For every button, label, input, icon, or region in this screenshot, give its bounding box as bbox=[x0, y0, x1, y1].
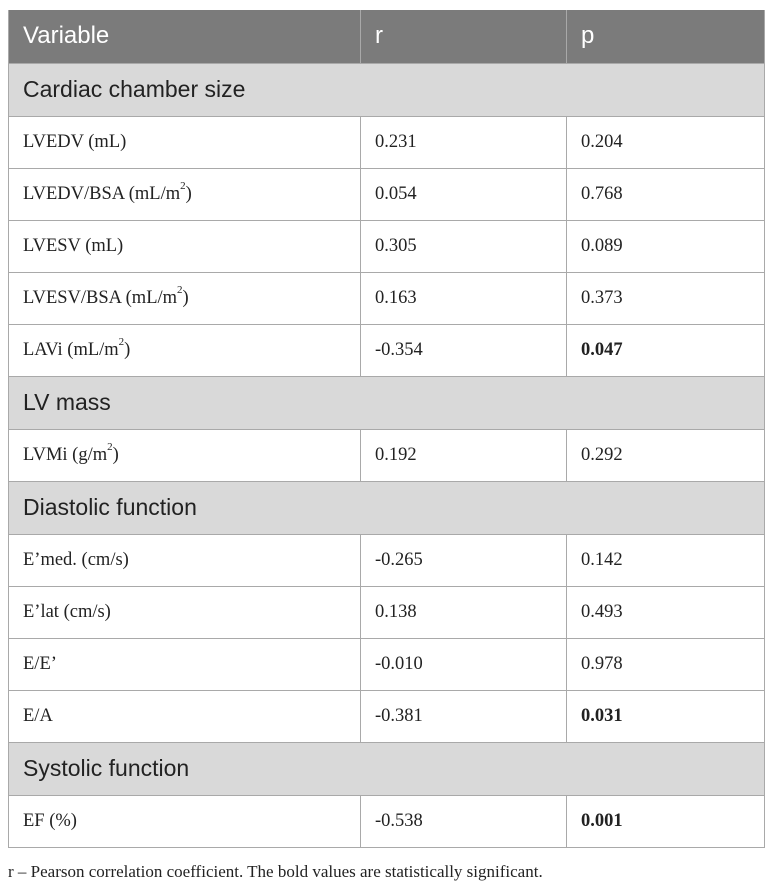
variable-label: LVESV/BSA (mL/m bbox=[23, 287, 178, 308]
variable-cell bbox=[9, 534, 361, 586]
table-body bbox=[9, 63, 765, 847]
r-value-cell: 0.192 bbox=[361, 429, 567, 481]
r-value-cell: 0.305 bbox=[361, 220, 567, 272]
variable-label: LVEDV/BSA (mL/m bbox=[23, 183, 181, 204]
variable-cell bbox=[9, 638, 361, 690]
correlation-table bbox=[8, 10, 765, 848]
table-row bbox=[9, 586, 765, 638]
table-row bbox=[9, 690, 765, 742]
p-value-cell: 0.373 bbox=[567, 272, 765, 324]
section-row bbox=[9, 63, 765, 116]
variable-label-tail: ) bbox=[124, 339, 131, 360]
table-row bbox=[9, 324, 765, 376]
r-value-cell: 0.054 bbox=[361, 168, 567, 220]
header-p: p bbox=[567, 10, 765, 63]
variable-label: EF (%) bbox=[23, 810, 77, 831]
variable-label-tail: ) bbox=[112, 444, 119, 465]
p-value-cell: 0.047 bbox=[567, 324, 765, 376]
table-row bbox=[9, 220, 765, 272]
variable-cell bbox=[9, 220, 361, 272]
variable-cell bbox=[9, 272, 361, 324]
p-value-cell: 0.978 bbox=[567, 638, 765, 690]
p-value-cell: 0.768 bbox=[567, 168, 765, 220]
variable-label: LVMi (g/m bbox=[23, 444, 108, 465]
p-value-cell: 0.142 bbox=[567, 534, 765, 586]
variable-cell bbox=[9, 795, 361, 847]
variable-label-tail: ) bbox=[185, 183, 192, 204]
r-value-cell: -0.010 bbox=[361, 638, 567, 690]
p-value-cell: 0.001 bbox=[567, 795, 765, 847]
variable-cell bbox=[9, 168, 361, 220]
table-row bbox=[9, 116, 765, 168]
variable-label: LVESV (mL) bbox=[23, 235, 124, 256]
table-row bbox=[9, 429, 765, 481]
variable-unit-exponent: 2 bbox=[107, 441, 113, 454]
variable-label: LVEDV (mL) bbox=[23, 131, 127, 152]
section-title: LV mass bbox=[9, 376, 765, 429]
section-row bbox=[9, 742, 765, 795]
section-row bbox=[9, 376, 765, 429]
section-title: Diastolic function bbox=[9, 481, 765, 534]
p-value-cell: 0.493 bbox=[567, 586, 765, 638]
table-footnote: r – Pearson correlation coefficient. The bold values are statistically significant. bbox=[8, 862, 543, 881]
table-header bbox=[9, 10, 765, 63]
header-row bbox=[9, 10, 765, 63]
variable-cell bbox=[9, 429, 361, 481]
variable-label: E’med. (cm/s) bbox=[23, 549, 129, 570]
table-row bbox=[9, 272, 765, 324]
variable-cell bbox=[9, 324, 361, 376]
table-row bbox=[9, 795, 765, 847]
table-row bbox=[9, 638, 765, 690]
variable-label: E’lat (cm/s) bbox=[23, 601, 111, 622]
variable-unit-exponent: 2 bbox=[118, 336, 125, 349]
header-r: r bbox=[361, 10, 567, 63]
variable-cell bbox=[9, 690, 361, 742]
variable-unit-exponent: 2 bbox=[180, 180, 186, 193]
r-value-cell: 0.138 bbox=[361, 586, 567, 638]
section-row bbox=[9, 481, 765, 534]
variable-cell bbox=[9, 116, 361, 168]
table-row bbox=[9, 534, 765, 586]
variable-label-tail: ) bbox=[182, 287, 189, 308]
p-value-cell: 0.292 bbox=[567, 429, 765, 481]
r-value-cell: 0.163 bbox=[361, 272, 567, 324]
variable-unit-exponent: 2 bbox=[177, 284, 183, 297]
variable-cell bbox=[9, 586, 361, 638]
variable-label: E/E’ bbox=[23, 653, 57, 674]
p-value-cell: 0.031 bbox=[567, 690, 765, 742]
table-row bbox=[9, 168, 765, 220]
variable-label: E/A bbox=[23, 705, 53, 726]
p-value-cell: 0.089 bbox=[567, 220, 765, 272]
variable-label: LAVi (mL/m bbox=[23, 339, 119, 360]
section-title: Systolic function bbox=[9, 742, 765, 795]
header-variable: Variable bbox=[9, 10, 361, 63]
r-value-cell: -0.538 bbox=[361, 795, 567, 847]
p-value-cell: 0.204 bbox=[567, 116, 765, 168]
r-value-cell: -0.265 bbox=[361, 534, 567, 586]
r-value-cell: -0.381 bbox=[361, 690, 567, 742]
r-value-cell: -0.354 bbox=[361, 324, 567, 376]
r-value-cell: 0.231 bbox=[361, 116, 567, 168]
section-title: Cardiac chamber size bbox=[9, 63, 765, 116]
